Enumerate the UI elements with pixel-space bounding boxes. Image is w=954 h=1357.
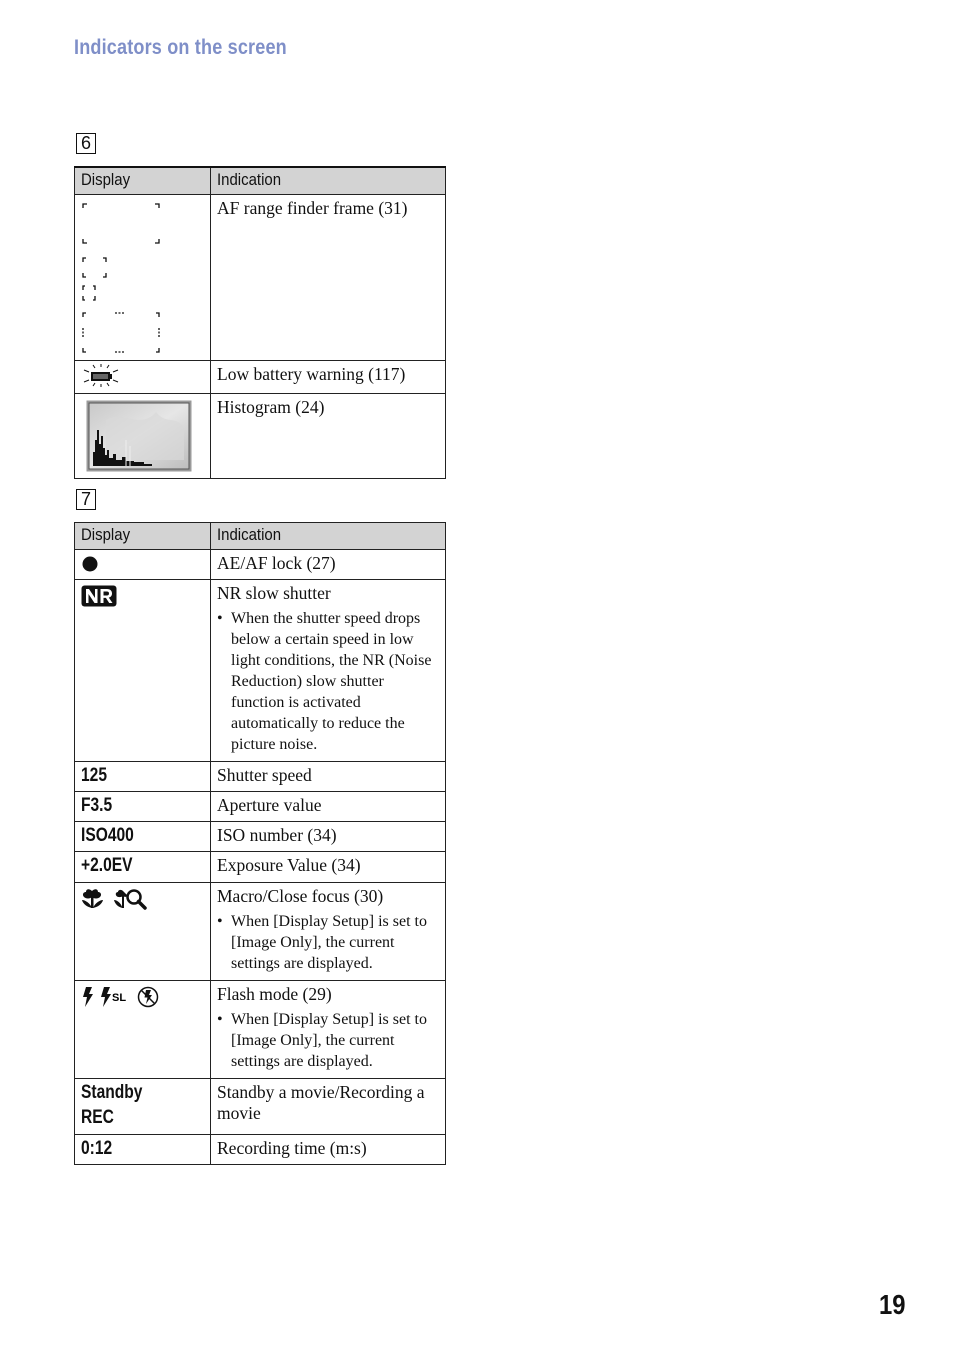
- ae-af-lock-icon: [81, 555, 99, 573]
- flash-slow-sync-label: SL: [112, 992, 127, 1004]
- indication-cell: AF range finder frame (31): [211, 194, 446, 360]
- nr-icon: [81, 585, 117, 607]
- display-cell: F3.5: [75, 792, 211, 822]
- note-bullet: • When [Display Setup] is set to [Image Only], the current settings are displayed.: [217, 1011, 427, 1070]
- display-cell: [75, 550, 211, 580]
- indication-cell: Histogram (24): [211, 393, 446, 478]
- indication-cell: Recording time (m:s): [211, 1135, 446, 1165]
- table-row: [75, 1079, 446, 1135]
- table-row: [75, 981, 446, 1079]
- section-number-6: 6: [76, 133, 96, 154]
- table-row: [75, 1135, 446, 1165]
- table-row: [75, 852, 446, 883]
- af-range-finder-frame-icon: [81, 199, 171, 355]
- histogram-icon: [86, 400, 192, 472]
- indication-cell: Flash mode (29) • When [Display Setup] is set to [Image Only], the current settings are displayed.: [211, 981, 446, 1079]
- indication-cell: ISO number (34): [211, 822, 446, 852]
- display-cell: [75, 194, 211, 360]
- indication-cell: Low battery warning (117): [211, 360, 446, 393]
- display-cell: 0:12: [75, 1135, 211, 1165]
- indicator-table-7: [74, 522, 446, 1165]
- section-number-7: 7: [76, 489, 96, 510]
- column-header-indication: Indication: [211, 523, 446, 550]
- display-cell: Standby REC: [75, 1079, 211, 1135]
- indication-cell: Macro/Close focus (30) • When [Display Setup] is set to [Image Only], the current settings are displayed.: [211, 883, 446, 981]
- indication-cell: Aperture value: [211, 792, 446, 822]
- table-row: [75, 883, 446, 981]
- display-cell: 125: [75, 762, 211, 792]
- note-bullet: • When [Display Setup] is set to [Image Only], the current settings are displayed.: [217, 913, 427, 972]
- indication-cell: Shutter speed: [211, 762, 446, 792]
- table-row: [75, 194, 446, 360]
- indication-cell: AE/AF lock (27): [211, 550, 446, 580]
- display-cell: ISO400: [75, 822, 211, 852]
- display-cell: [75, 360, 211, 393]
- display-cell: [75, 580, 211, 762]
- table-row: [75, 792, 446, 822]
- page-title: Indicators on the screen: [74, 36, 287, 59]
- display-cell: [75, 393, 211, 478]
- note-bullet: • When the shutter speed drops below a certain speed in low light conditions, the NR (Noise Reduction) slow shutter function is activated automatically to reduce the picture noise.: [217, 610, 432, 753]
- column-header-display: Display: [75, 523, 211, 550]
- indicator-table-6: [74, 166, 446, 479]
- table-header-row: [75, 523, 446, 550]
- table-row: [75, 550, 446, 580]
- page-number: 19: [879, 1289, 906, 1320]
- display-cell: [75, 981, 211, 1079]
- table-row: [75, 762, 446, 792]
- flash-icon: [81, 985, 161, 1009]
- table-header-row: [75, 167, 446, 194]
- indication-cell: Exposure Value (34): [211, 852, 446, 883]
- column-header-indication: Indication: [211, 167, 446, 194]
- table-row: [75, 393, 446, 478]
- display-cell: [75, 883, 211, 981]
- table-row: [75, 580, 446, 762]
- indication-cell: NR slow shutter • When the shutter speed drops below a certain speed in low light conditions, the NR (Noise Reduction) slow shutter function is activated automatically to reduce the picture noise.: [211, 580, 446, 762]
- low-battery-icon: [81, 363, 121, 388]
- table-row: [75, 822, 446, 852]
- display-cell: +2.0EV: [75, 852, 211, 883]
- column-header-display: Display: [75, 167, 211, 194]
- macro-icon: [81, 887, 149, 911]
- table-row: [75, 360, 446, 393]
- indication-cell: Standby a movie/Recording a movie: [211, 1079, 446, 1135]
